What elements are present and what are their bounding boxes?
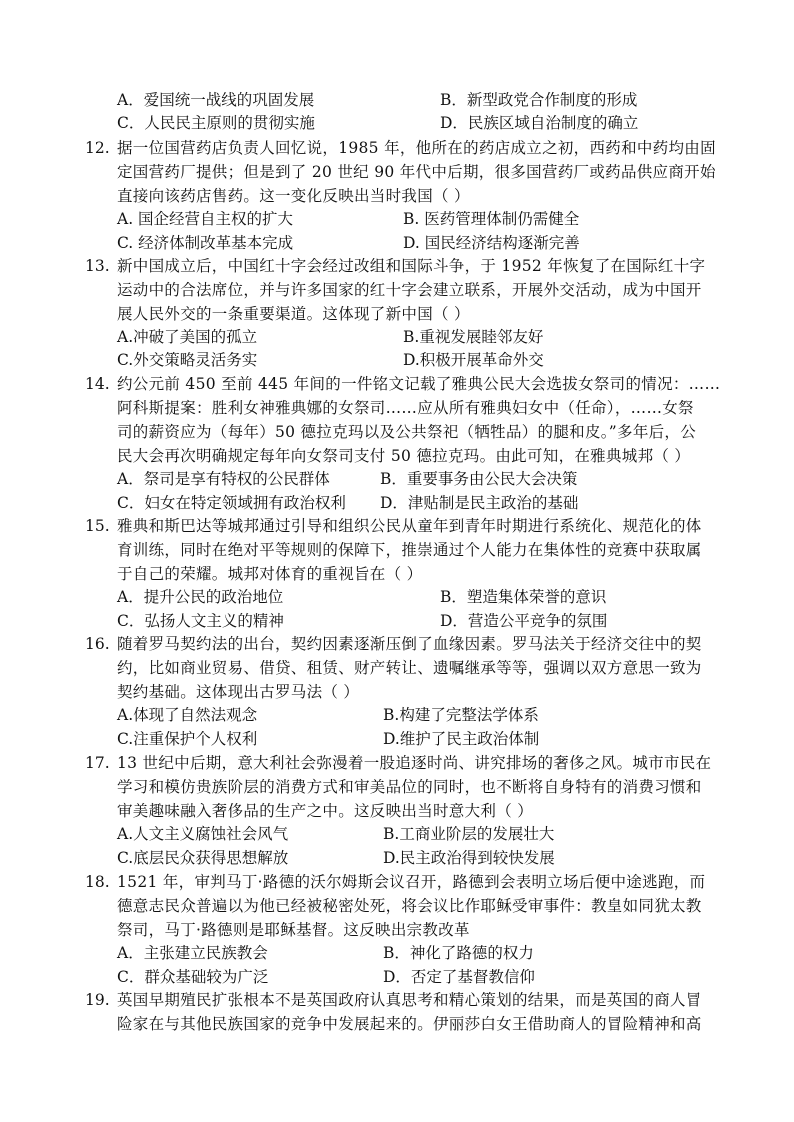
q16-option-c[interactable]: C.注重保护个人权利 [117,730,258,748]
q18-option-c[interactable]: C．群众基础较为广泛 [117,968,269,986]
q16-number: 16. [85,635,110,653]
q12-option-b[interactable]: B. 医药管理体制仍需健全 [403,210,580,228]
q16-stem-line: 契约基础。这体现出古罗马法（ ） [117,683,360,701]
q17-option-c[interactable]: C.底层民众获得思想解放 [117,849,289,867]
q16-option-a[interactable]: A.体现了自然法观念 [117,706,258,724]
q16-option-b[interactable]: B.构建了完整法学体系 [383,706,539,724]
q12-stem-line: 直接向该药店售药。这一变化反映出当时我国（ ） [117,187,470,205]
q18-option-a[interactable]: A．主张建立民族教会 [117,944,268,962]
q17-option-a[interactable]: A.人文主义腐蚀社会风气 [117,825,289,843]
q18-stem-line: 祭司，马丁·路德则是耶稣基督。这反映出宗教改革 [117,921,470,939]
q13-stem-line: 新中国成立后，中国红十字会经过改组和国际斗争，于 1952 年恢复了在国际红十字 [117,257,706,275]
q14-option-d[interactable]: D．津贴制是民主政治的基础 [380,494,579,512]
q12-option-a[interactable]: A. 国企经营自主权的扩大 [117,210,294,228]
q12-option-c[interactable]: C. 经济体制改革基本完成 [117,234,294,252]
q14-option-b[interactable]: B．重要事务由公民大会决策 [380,470,578,488]
q11-option-c[interactable]: C．人民民主原则的贯彻实施 [117,114,315,132]
q15-option-d[interactable]: D．营造公平竞争的氛围 [440,612,608,630]
q17-option-d[interactable]: D.民主政治得到较快发展 [383,849,555,867]
q19-stem-line: 英国早期殖民扩张根本不是英国政府认真思考和精心策划的结果，而是英国的商人冒 [117,991,702,1009]
q19-number: 19. [85,991,110,1009]
q13-stem-line: 展人民外交的一条重要渠道。这体现了新中国（ ） [117,305,470,323]
q12-number: 12. [85,139,110,157]
q13-option-d[interactable]: D.积极开展革命外交 [403,351,544,369]
q18-stem-line: 德意志民众普遍以为他已经被秘密处死，将会议比作耶稣受审事件：教皇如同犹太教 [117,897,702,915]
q19-stem-line: 险家在与其他民族国家的竞争中发展起来的。伊丽莎白女王借助商人的冒险精神和高 [117,1015,702,1033]
q18-number: 18. [85,873,110,891]
q18-option-d[interactable]: D．否定了基督教信仰 [383,968,535,986]
q18-option-b[interactable]: B．神化了路德的权力 [383,944,534,962]
q11-option-a[interactable]: A．爱国统一战线的巩固发展 [117,91,315,109]
q15-option-a[interactable]: A．提升公民的政治地位 [117,588,284,606]
q15-stem-line: 育训练，同时在绝对平等规则的保障下，推崇通过个人能力在集体性的竞赛中获取属 [117,541,702,559]
q13-option-b[interactable]: B.重视发展睦邻友好 [403,328,544,346]
q13-stem-line: 运动中的合法席位，并与许多国家的红十字会建立联系，开展外交活动，成为中国开 [117,281,702,299]
q11-option-b[interactable]: B．新型政党合作制度的形成 [440,91,638,109]
q13-option-a[interactable]: A.冲破了美国的孤立 [117,328,258,346]
q14-stem-line: 阿科斯提案：胜利女神雅典娜的女祭司……应从所有雅典妇女中（任命），……女祭 [117,399,694,417]
q12-stem-line: 定国营药厂提供；但是到了 20 世纪 90 年代中后期，很多国营药厂或药品供应商开始 [117,163,716,181]
q18-stem-line: 1521 年，审判马丁·路德的沃尔姆斯会议召开，路德到会表明立场后便中途逃跑，而 [117,873,706,891]
q17-stem-line: 审美趣味融入奢侈品的生产之中。这反映出当时意大利（ ） [117,802,534,820]
q15-option-c[interactable]: C．弘扬人文主义的精神 [117,612,284,630]
q17-option-b[interactable]: B.工商业阶层的发展壮大 [383,825,555,843]
q15-stem-line: 雅典和斯巴达等城邦通过引导和组织公民从童年到青年时期进行系统化、规范化的体 [117,517,702,535]
q14-stem-line: 司的薪资应为（每年）50 德拉克玛以及公共祭祀（牺牲品）的腿和皮。”多年后，公 [117,423,697,441]
q14-number: 14. [85,375,110,393]
q14-stem-line: 民大会再次明确规定每年向女祭司支付 50 德拉克玛。由此可知，在雅典城邦（ ） [117,447,691,465]
q17-stem-line: 13 世纪中后期，意大利社会弥漫着一股追逐时尚、讲究排场的奢侈之风。城市市民在 [117,754,712,772]
q17-number: 17. [85,754,110,772]
q14-option-c[interactable]: C．妇女在特定领域拥有政治权利 [117,494,346,512]
q12-stem-line: 据一位国营药店负责人回忆说，1985 年，他所在的药店成立之初，西药和中药均由固 [117,139,716,157]
q11-option-d[interactable]: D．民族区域自治制度的确立 [440,114,639,132]
q17-stem-line: 学习和模仿贵族阶层的消费方式和审美品位的同时，也不断将自身特有的消费习惯和 [117,778,702,796]
q13-option-c[interactable]: C.外交策略灵活务实 [117,351,258,369]
q15-number: 15. [85,517,110,535]
q14-option-a[interactable]: A．祭司是享有特权的公民群体 [117,470,330,488]
q13-number: 13. [85,257,110,275]
q12-option-d[interactable]: D. 国民经济结构逐渐完善 [403,234,580,252]
q15-stem-line: 于自己的荣耀。城邦对体育的重视旨在（ ） [117,565,423,583]
q15-option-b[interactable]: B．塑造集体荣誉的意识 [440,588,607,606]
q16-option-d[interactable]: D.维护了民主政治体制 [383,730,540,748]
q16-stem-line: 随着罗马契约法的出台，契约因素逐渐压倒了血缘因素。罗马法关于经济交往中的契 [117,635,702,653]
q16-stem-line: 约，比如商业贸易、借贷、租赁、财产转让、遗嘱继承等等，强调以双方意思一致为 [117,659,702,677]
q14-stem-line: 约公元前 450 至前 445 年间的一件铭文记载了雅典公民大会选拔女祭司的情况：…… [117,375,721,393]
